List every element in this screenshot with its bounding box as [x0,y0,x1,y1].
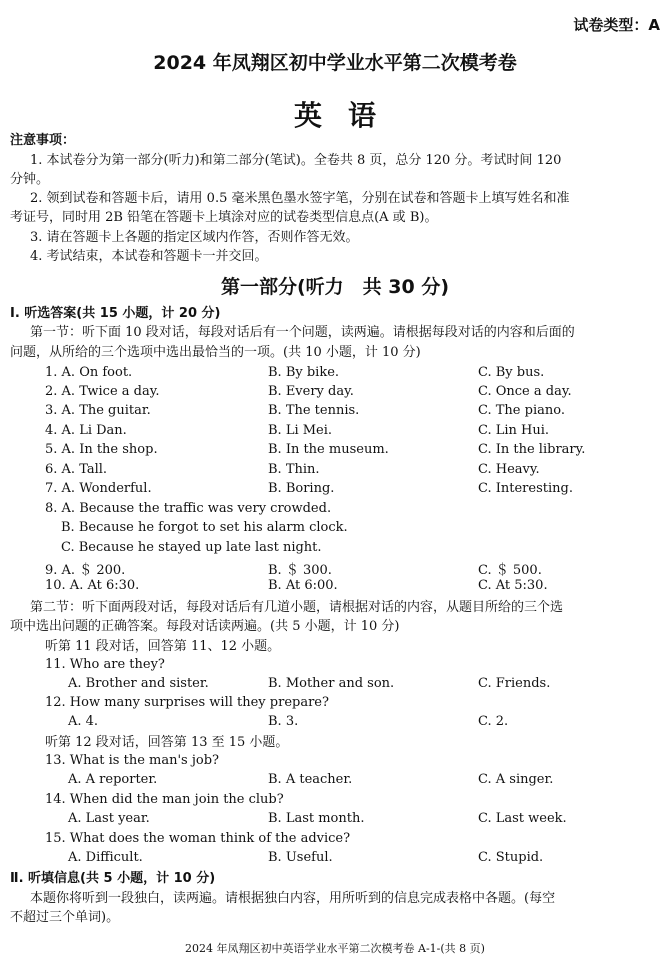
q13-option-b: B. A teacher. [268,772,353,787]
q10-option-a: 10. A. At 6:30. [45,578,140,593]
q13-option-a: A. A reporter. [68,772,158,787]
notice-item-2: 2. 领到试卷和答题卡后，请用 0.5 毫米黑色墨水签字笔，分别在试卷和答题卡上填写姓名和准 [30,191,570,206]
q12-option-c: C. 2. [478,714,509,729]
section2-line1: 本题你将听到一段独白，读两遍。请根据独白内容，用所听到的信息完成表格中各题。(每空 [30,891,556,906]
q8-option-b: B. Because he forgot to set his alarm clock. [61,520,348,535]
q14-option-a: A. Last year. [68,811,150,826]
q12-stem: 12. How many surprises will they prepare? [45,695,329,710]
q14-stem: 14. When did the man join the club? [45,792,284,807]
exam-title: 2024 年凤翔区初中学业水平第二次模考卷 [153,52,517,74]
q14-option-c: C. Last week. [478,811,567,826]
part1-title: 第一部分(听力 共 30 分) [220,276,450,298]
q9-option-c: C. ＄ 500. [478,563,542,578]
dialog12-intro: 听第 12 段对话，回答第 13 至 15 小题。 [45,735,289,750]
page-footer: 2024 年凤翔区初中英语学业水平第二次模考卷 A-1-(共 8 页) [185,942,485,955]
q2-option-b: B. Every day. [268,384,354,399]
q11-option-c: C. Friends. [478,676,551,691]
q4-option-a: 4. A. Li Dan. [45,423,127,438]
q10-option-b: B. At 6:00. [268,578,338,593]
q9-option-a: 9. A. ＄ 200. [45,563,126,578]
q13-stem: 13. What is the man's job? [45,753,220,768]
q9-option-b: B. ＄ 300. [268,563,332,578]
q4-option-b: B. Li Mei. [268,423,333,438]
q6-option-b: B. Thin. [268,462,320,477]
notice-heading: 注意事项： [10,133,76,148]
q15-stem: 15. What does the woman think of the advice? [45,831,351,846]
paper-type-label: 试卷类型：A [573,16,660,34]
q10-option-c: C. At 5:30. [478,578,548,593]
q1-option-a: 1. A. On foot. [45,365,133,380]
subject-title: 英语 [293,99,402,132]
q14-option-b: B. Last month. [268,811,365,826]
section1-sub2-line2: 项中选出问题的正确答案。每段对话读两遍。(共 5 小题，计 10 分) [10,619,400,634]
notice-item-1: 1. 本试卷分为第一部分(听力)和第二部分(笔试)。全卷共 8 页，总分 120 分。考试时间 120 [30,153,562,168]
q6-option-a: 6. A. Tall. [45,462,108,477]
q2-option-a: 2. A. Twice a day. [45,384,160,399]
q2-option-c: C. Once a day. [478,384,572,399]
q13-option-c: C. A singer. [478,772,554,787]
notice-item-2-cont: 考证号，同时用 2B 铅笔在答题卡上填涂对应的试卷类型信息点(A 或 B)。 [10,210,438,225]
q8-option-a: 8. A. Because the traffic was very crowded. [45,501,332,516]
q3-option-a: 3. A. The guitar. [45,403,151,418]
q11-stem: 11. Who are they? [45,657,165,672]
q7-option-b: B. Boring. [268,481,335,496]
q15-option-a: A. Difficult. [68,850,143,865]
q3-option-c: C. The piano. [478,403,565,418]
q11-option-a: A. Brother and sister. [68,676,209,691]
notice-item-3: 3. 请在答题卡上各题的指定区域内作答，否则作答无效。 [30,230,359,245]
section2-line2: 不超过三个单词)。 [10,910,120,925]
notice-item-1-cont: 分钟。 [10,172,50,187]
section1-sub1-line2: 问题，从所给的三个选项中选出最恰当的一项。(共 10 小题，计 10 分) [10,345,421,360]
q12-option-b: B. 3. [268,714,299,729]
q4-option-c: C. Lin Hui. [478,423,550,438]
q15-option-b: B. Useful. [268,850,333,865]
q8-option-c: C. Because he stayed up late last night. [61,540,322,555]
q12-option-a: A. 4. [68,714,99,729]
section1-heading: Ⅰ. 听选答案(共 15 小题，计 20 分) [10,306,221,321]
q5-option-a: 5. A. In the shop. [45,442,158,457]
section2-heading: Ⅱ. 听填信息(共 5 小题，计 10 分) [10,871,216,886]
notice-item-4: 4. 考试结束，本试卷和答题卡一并交回。 [30,249,268,264]
q7-option-c: C. Interesting. [478,481,573,496]
q11-option-b: B. Mother and son. [268,676,395,691]
q6-option-c: C. Heavy. [478,462,540,477]
q7-option-a: 7. A. Wonderful. [45,481,152,496]
q1-option-c: C. By bus. [478,365,545,380]
q5-option-c: C. In the library. [478,442,586,457]
section1-sub2-line1: 第二节：听下面两段对话，每段对话后有几道小题，请根据对话的内容，从题目所给的三个选 [30,600,564,615]
q5-option-b: B. In the museum. [268,442,389,457]
section1-sub1-line1: 第一节：听下面 10 段对话，每段对话后有一个问题，读两遍。请根据每段对话的内容和后面的 [30,325,575,340]
dialog11-intro: 听第 11 段对话，回答第 11、12 小题。 [45,639,281,654]
q1-option-b: B. By bike. [268,365,340,380]
q15-option-c: C. Stupid. [478,850,544,865]
q3-option-b: B. The tennis. [268,403,360,418]
